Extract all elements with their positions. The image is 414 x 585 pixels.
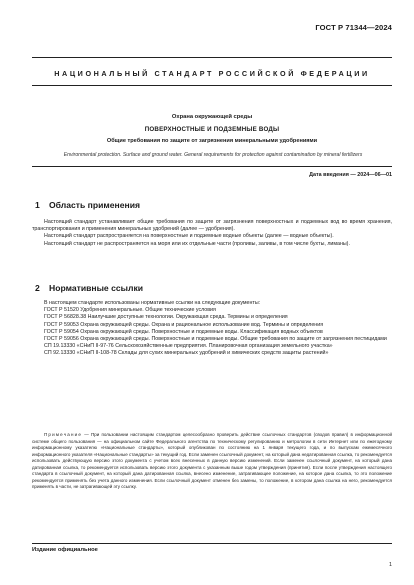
section-2-heading — [35, 283, 143, 293]
reference-item: СП 92.13330 «СНиП II-108-78 Склады для сухих минеральных удобрений и химических средств защиты растений» — [44, 350, 329, 357]
section-number: 1 — [35, 200, 40, 210]
header-rule-top — [32, 57, 392, 58]
reference-item: СП 19.13330 «СНиП II-97-76 Сельскохозяйственные предприятия. Планировочная организация земельного участка» — [44, 343, 333, 350]
reference-item: ГОСТ Р 59053 Охрана окружающей среды. Охрана и рациональное использование вод. Термины и определения — [44, 321, 324, 328]
section-2-note — [32, 432, 392, 491]
paragraph: Настоящий стандарт устанавливает общие требования по защите от загрязнения поверхностных и подземных вод во время хранения, транспортирования и применения минеральных удобрений (далее — удобрения). — [32, 219, 392, 233]
footer-rule — [32, 543, 392, 544]
intro-date: Дата введения — 2024—06—01 — [309, 172, 392, 178]
reference-item: ГОСТ Р 51520 Удобрения минеральные. Общие технические условия — [44, 307, 216, 314]
section-1-body — [32, 219, 392, 248]
paragraph: Настоящий стандарт распространяется на поверхностные и подземные водные объекты (далее — водные объекты). — [44, 233, 334, 240]
gost-code: ГОСТ Р 71344—2024 — [315, 23, 392, 32]
section-title: Нормативные ссылки — [49, 283, 144, 293]
national-standard-banner: НАЦИОНАЛЬНЫЙ СТАНДАРТ РОССИЙСКОЙ ФЕДЕРАЦИИ — [54, 69, 370, 78]
section-2-body — [32, 300, 392, 358]
paragraph: Настоящий стандарт не распространяется на моря или их отдельные части (проливы, заливы, в том числе бухты, лиманы). — [44, 240, 350, 247]
section-1-heading — [35, 200, 140, 210]
title-english: Environmental protection. Surface and ground water. General requirements for protection against contamination by mineral fertilizers — [63, 152, 363, 158]
note-text: — При пользовании настоящим стандартом целесообразно проверить действие ссылочных стандартов (сводов правил) в информационной системе общего пользования — на официальном сайте Федерального агентства по техническому регулированию и метрологии в сети Интернет или по ежегодному информационному указателю «Национальные стандарты», который опубликован по состоянию на 1 января текущего года, и по выпускам ежемесячного информационного указателя «Национальные стандарты» за текущий год. Если заменен ссылочный документ, на который дана недатированная ссылка, то рекомендуется использовать действующую версию этого документа с учетом всех внесенных в данную версию изменений. Если заменен ссылочный документ, на который дана датированная ссылка, то рекомендуется использовать версию этого документа с указанным выше годом утверждения (принятия). Если после утверждения настоящего стандарта в ссылочный документ, на который дана датированная ссылка, внесено изменение, затрагивающее положение, на которое дана ссылка, то это положение рекомендуется применять без учета данного изменения. Если ссылочный документ отменен без замены, то положение, в котором дана ссылка на него, рекомендуется применять в части, не затрагивающей эту ссылку. — [32, 432, 392, 489]
note-lead: Примечание — [44, 432, 83, 437]
section-number: 2 — [35, 283, 40, 293]
title-environment: Охрана окружающей среды — [171, 114, 253, 120]
reference-item: ГОСТ Р 59054 Охрана окружающей среды. Поверхностные и подземные воды. Классификация водных объектов — [44, 328, 323, 335]
page-number: 1 — [389, 562, 392, 568]
reference-item: ГОСТ Р 56828.38 Наилучшие доступные технологии. Окружающая среда. Термины и определения — [44, 314, 288, 321]
reference-item: ГОСТ Р 59056 Охрана окружающей среды. Поверхностные и подземные воды. Общие требования по защите от загрязнения пестицидами — [44, 336, 387, 343]
edition-label: Издание официальное — [32, 547, 98, 553]
paragraph: В настоящем стандарте использованы нормативные ссылки на следующие документы: — [44, 300, 261, 306]
section-title: Область применения — [49, 200, 140, 210]
title-main: ПОВЕРХНОСТНЫЕ И ПОДЗЕМНЫЕ ВОДЫ — [144, 126, 280, 133]
title-subtitle: Общие требования по защите от загрязнения минеральными удобрениями — [106, 138, 318, 144]
header-rule-bottom — [32, 85, 392, 86]
title-rule — [32, 166, 392, 167]
